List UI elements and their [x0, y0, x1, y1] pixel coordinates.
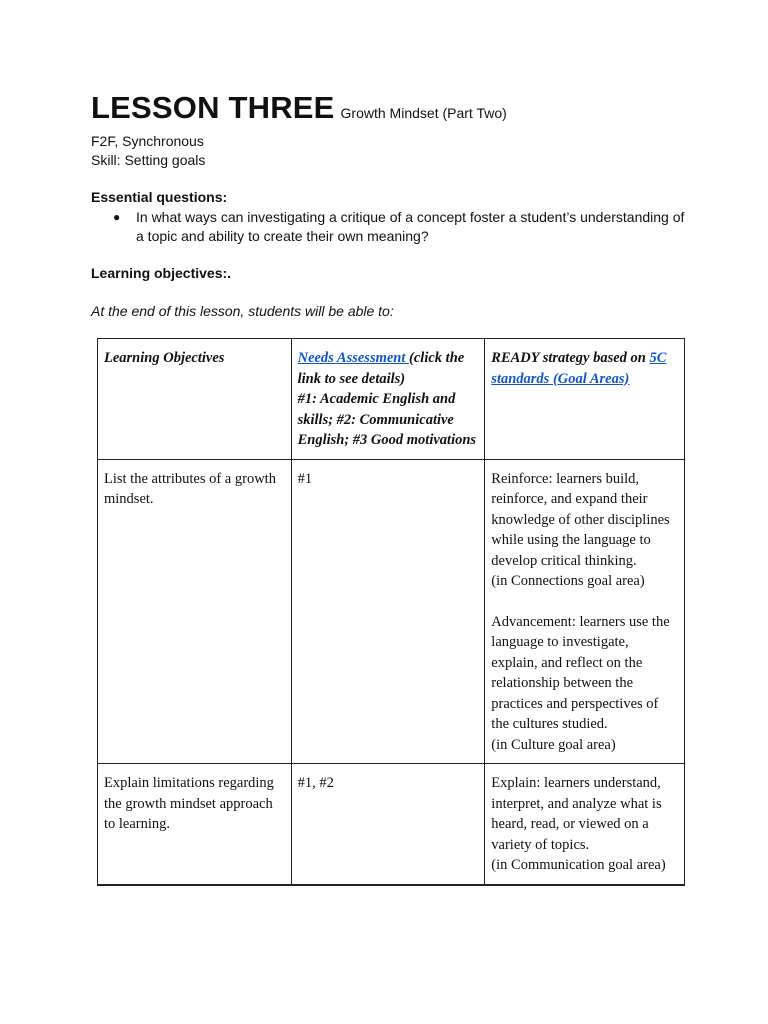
needs-assessment-link[interactable]: Needs Assessment [297, 350, 410, 366]
bullet-dot-icon: ● [113, 210, 121, 224]
strategy-text: Explain: learners understand, interpret, and analyze what is heard, read, or viewed on a variety of topics. [491, 775, 662, 853]
lesson-skill: Skill: Setting goals [91, 152, 206, 168]
objective-text: List the attributes of a growth mindset. [104, 470, 276, 507]
header-cell-strategy [485, 339, 685, 460]
needs-assessment-detail: #1: Academic English and skills; #2: Communicative English; #3 Good motivations [297, 391, 477, 448]
needs-cell [291, 459, 485, 764]
needs-text: #1, #2 [297, 775, 334, 791]
objective-cell [98, 764, 292, 885]
5c-standards-link[interactable]: 5C standards (Goal Areas) [491, 350, 667, 387]
lesson-format: F2F, Synchronous [91, 133, 204, 149]
table-header-row [98, 339, 685, 460]
table-row [98, 459, 685, 764]
essential-questions-list [113, 208, 693, 246]
learning-objectives-heading: Learning objectives:. [91, 265, 232, 281]
lesson-subtitle: Growth Mindset (Part Two) [340, 105, 507, 121]
needs-assessment-note: (click the link to see details) [297, 350, 465, 387]
essential-questions-heading: Essential questions: [91, 189, 228, 205]
objectives-table [97, 338, 685, 886]
objective-cell [98, 459, 292, 764]
strategy-cell [485, 459, 685, 764]
learning-objectives-intro: At the end of this lesson, students will be able to: [91, 303, 394, 319]
lesson-title: LESSON THREE [91, 90, 335, 125]
essential-question-item: In what ways can investigating a critique of a concept foster a student’s understanding of a topic and ability to create their own meaning? [136, 209, 685, 244]
needs-text: #1 [297, 470, 313, 487]
strategy-goal-area: (in Culture goal area) [491, 736, 616, 753]
header-cell-objectives [98, 339, 292, 460]
needs-cell [291, 764, 485, 885]
objective-text: Explain limitations regarding the growth mindset approach to learning. [104, 775, 274, 832]
ready-strategy-label: READY strategy based on [491, 350, 650, 366]
table-row [98, 764, 685, 885]
strategy-goal-area: (in Communication goal area) [491, 857, 666, 873]
header-cell-needs [291, 339, 485, 460]
strategy-goal-area: (in Connections goal area) [491, 573, 645, 589]
lesson-title-line [91, 90, 507, 126]
strategy-text: Reinforce: learners build, reinforce, and expand their knowledge of other disciplines while using the language to develop critical thinking. [491, 470, 670, 569]
header-learning-objectives: Learning Objectives [104, 350, 225, 366]
strategy-cell [485, 764, 685, 885]
strategy-text: Advancement: learners use the language to investigate, explain, and reflect on the relationship between the practices and perspectives of the cultures studied. [491, 613, 670, 732]
